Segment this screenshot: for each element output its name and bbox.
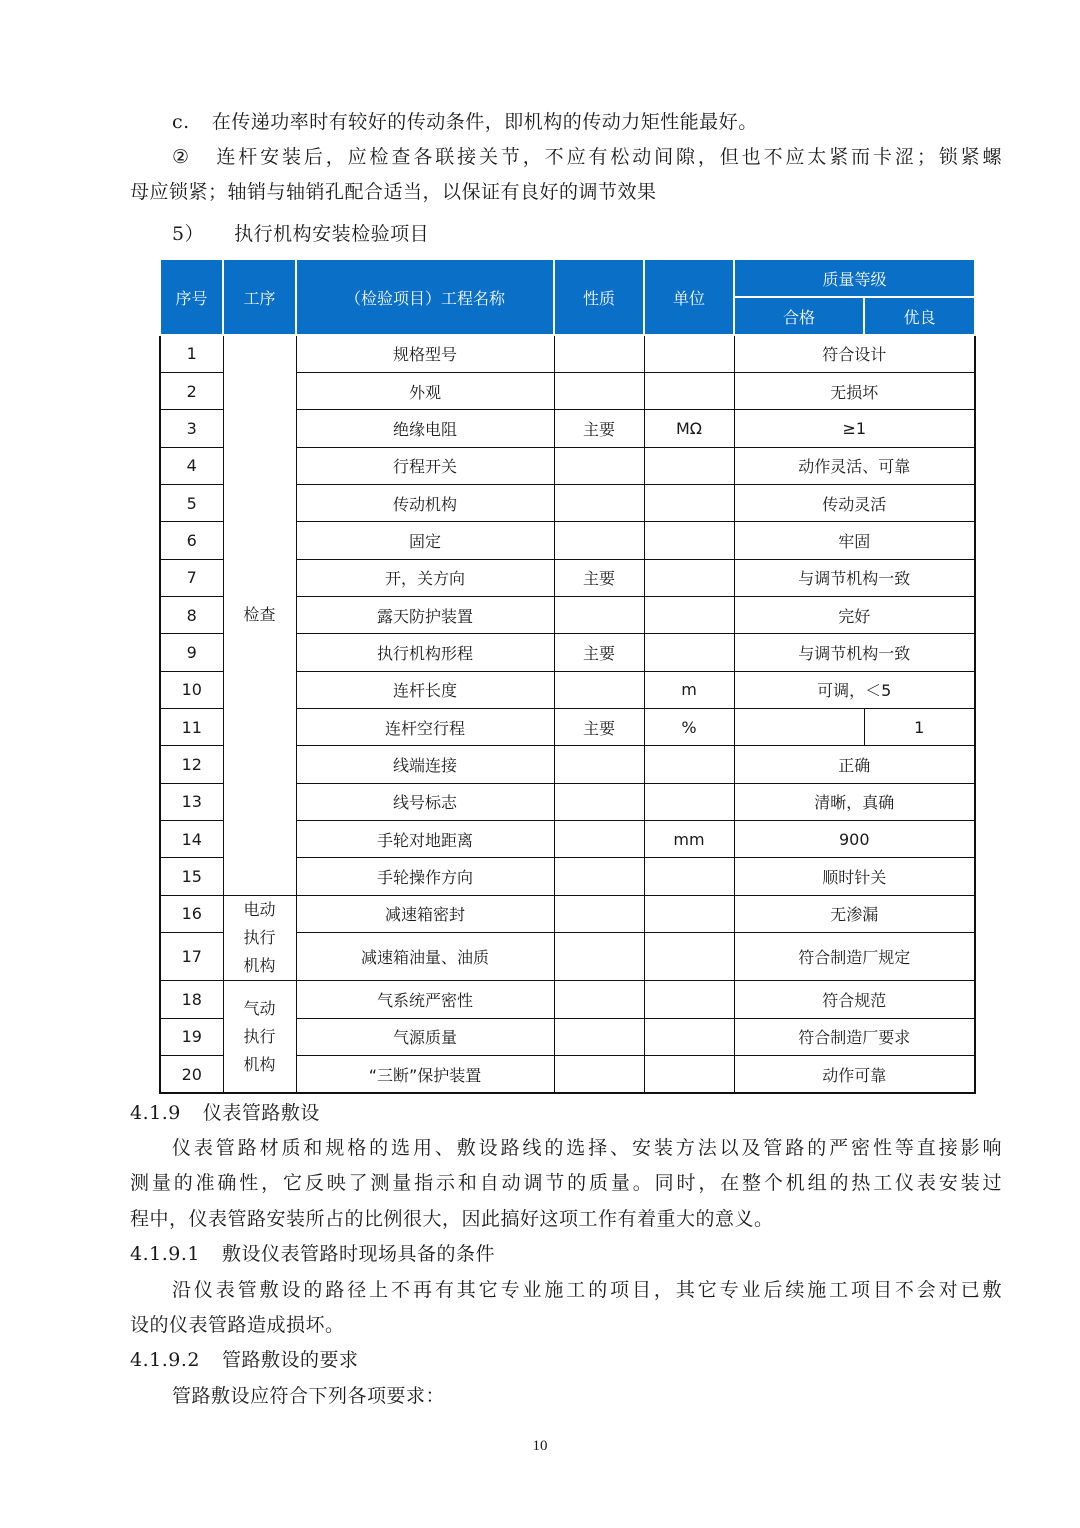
cell-unit bbox=[644, 746, 734, 783]
cell-nature bbox=[554, 858, 644, 895]
cell-seq: 8 bbox=[160, 596, 223, 633]
cell-name: 固定 bbox=[296, 522, 554, 559]
cell-seq: 3 bbox=[160, 410, 223, 447]
cell-quality: 与调节机构一致 bbox=[734, 559, 975, 596]
cell-name: 执行机构形程 bbox=[296, 634, 554, 671]
item-c-label: c. bbox=[172, 111, 190, 133]
cell-quality: 无渗漏 bbox=[734, 895, 975, 932]
item-5-heading bbox=[172, 221, 429, 247]
cell-name: 露天防护装置 bbox=[296, 596, 554, 633]
cell-seq: 12 bbox=[160, 746, 223, 783]
table-header bbox=[160, 259, 975, 335]
note-2-text-line-1: 连杆安装后，应检查各联接关节，不应有松动间隙，但也不应太紧而卡涩；锁紧螺 bbox=[213, 146, 1002, 168]
cell-nature bbox=[554, 783, 644, 820]
cell-seq: 13 bbox=[160, 783, 223, 820]
cell-nature bbox=[554, 746, 644, 783]
cell-nature bbox=[554, 447, 644, 484]
cell-nature: 主要 bbox=[554, 634, 644, 671]
cell-quality: 牢固 bbox=[734, 522, 975, 559]
cell-seq: 2 bbox=[160, 372, 223, 409]
cell-quality: 可调，＜5 bbox=[734, 671, 975, 708]
cell-quality: 符合规范 bbox=[734, 981, 975, 1018]
cell-nature: 主要 bbox=[554, 410, 644, 447]
cell-excellent: 1 bbox=[864, 708, 975, 745]
cell-name: 气源质量 bbox=[296, 1018, 554, 1055]
note-2-line-1 bbox=[172, 144, 1002, 170]
cell-name: 开，关方向 bbox=[296, 559, 554, 596]
cell-name: 外观 bbox=[296, 372, 554, 409]
section-419-heading bbox=[130, 1100, 320, 1126]
cell-seq: 9 bbox=[160, 634, 223, 671]
item-5-label: 5） bbox=[172, 223, 205, 245]
cell-name: 连杆长度 bbox=[296, 671, 554, 708]
cell-nature bbox=[554, 1018, 644, 1055]
cell-unit bbox=[644, 858, 734, 895]
cell-unit bbox=[644, 447, 734, 484]
cell-nature bbox=[554, 1056, 644, 1093]
cell-quality: 顺时针关 bbox=[734, 858, 975, 895]
note-2-line-2: 母应锁紧；轴销与轴销孔配合适当，以保证有良好的调节效果 bbox=[130, 181, 657, 203]
cell-seq: 16 bbox=[160, 895, 223, 932]
cell-qualified bbox=[734, 708, 864, 745]
cell-name: 减速箱密封 bbox=[296, 895, 554, 932]
cell-seq: 5 bbox=[160, 484, 223, 521]
cell-seq: 7 bbox=[160, 559, 223, 596]
cell-unit bbox=[644, 484, 734, 521]
cell-name: 线端连接 bbox=[296, 746, 554, 783]
cell-name: 绝缘电阻 bbox=[296, 410, 554, 447]
header-nature: 性质 bbox=[554, 259, 644, 335]
table-row bbox=[160, 895, 975, 932]
header-quality: 质量等级 bbox=[734, 259, 975, 297]
cell-quality: 900 bbox=[734, 820, 975, 857]
cell-unit bbox=[644, 783, 734, 820]
cell-seq: 6 bbox=[160, 522, 223, 559]
inspection-table bbox=[159, 258, 976, 1094]
cell-seq: 4 bbox=[160, 447, 223, 484]
cell-process: 气动 执行 机构 bbox=[223, 981, 296, 1093]
cell-unit bbox=[644, 895, 734, 932]
cell-nature: 主要 bbox=[554, 559, 644, 596]
table-row bbox=[160, 981, 975, 1018]
cell-quality: 符合制造厂要求 bbox=[734, 1018, 975, 1055]
cell-nature bbox=[554, 522, 644, 559]
header-excellent: 优良 bbox=[864, 297, 975, 335]
table-row bbox=[160, 335, 975, 372]
section-4191-para-line-2: 设的仪表管路造成损坏。 bbox=[130, 1314, 345, 1336]
section-4192-title: 管路敷设的要求 bbox=[221, 1349, 359, 1371]
cell-quality: 清晰，真确 bbox=[734, 783, 975, 820]
cell-unit bbox=[644, 1056, 734, 1093]
cell-nature bbox=[554, 596, 644, 633]
cell-nature bbox=[554, 372, 644, 409]
cell-quality: 正确 bbox=[734, 746, 975, 783]
cell-process: 检查 bbox=[223, 335, 296, 895]
cell-name: 线号标志 bbox=[296, 783, 554, 820]
cell-seq: 17 bbox=[160, 933, 223, 981]
cell-seq: 20 bbox=[160, 1056, 223, 1093]
section-4191-para-line-1: 沿仪表管敷设的路径上不再有其它专业施工的项目，其它专业后续施工项目不会对已敷 bbox=[172, 1279, 1002, 1301]
cell-seq: 1 bbox=[160, 335, 223, 372]
cell-quality: 与调节机构一致 bbox=[734, 634, 975, 671]
cell-name: 气系统严密性 bbox=[296, 981, 554, 1018]
cell-name: “三断”保护装置 bbox=[296, 1056, 554, 1093]
cell-quality: 符合设计 bbox=[734, 335, 975, 372]
cell-seq: 14 bbox=[160, 820, 223, 857]
cell-quality: 无损坏 bbox=[734, 372, 975, 409]
page-number: 10 bbox=[532, 1438, 548, 1454]
cell-unit bbox=[644, 634, 734, 671]
cell-quality: 动作灵活、可靠 bbox=[734, 447, 975, 484]
note-2-label: ② bbox=[172, 146, 192, 168]
cell-quality: ≥1 bbox=[734, 410, 975, 447]
item-c bbox=[172, 109, 758, 135]
section-419-para-line-3: 程中，仪表管路安装所占的比例很大，因此搞好这项工作有着重大的意义。 bbox=[130, 1208, 774, 1230]
cell-seq: 10 bbox=[160, 671, 223, 708]
section-419-para-line-2: 测量的准确性，它反映了测量指示和自动调节的质量。同时，在整个机组的热工仪表安装过 bbox=[130, 1172, 1002, 1194]
cell-nature bbox=[554, 484, 644, 521]
cell-quality: 动作可靠 bbox=[734, 1056, 975, 1093]
section-4192-number: 4.1.9.2 bbox=[130, 1349, 200, 1371]
cell-seq: 19 bbox=[160, 1018, 223, 1055]
header-qualified: 合格 bbox=[734, 297, 864, 335]
section-419-title: 仪表管路敷设 bbox=[202, 1102, 320, 1124]
cell-unit bbox=[644, 522, 734, 559]
cell-seq: 18 bbox=[160, 981, 223, 1018]
cell-unit bbox=[644, 559, 734, 596]
cell-unit bbox=[644, 981, 734, 1018]
cell-name: 连杆空行程 bbox=[296, 708, 554, 745]
cell-name: 手轮操作方向 bbox=[296, 858, 554, 895]
section-419-para-line-1: 仪表管路材质和规格的选用、敷设路线的选择、安装方法以及管路的严密性等直接影响 bbox=[172, 1137, 1002, 1159]
cell-name: 行程开关 bbox=[296, 447, 554, 484]
cell-unit: mm bbox=[644, 820, 734, 857]
section-419-number: 4.1.9 bbox=[130, 1102, 181, 1124]
item-c-text: 在传递功率时有较好的传动条件，即机构的传动力矩性能最好。 bbox=[211, 111, 758, 133]
cell-nature bbox=[554, 895, 644, 932]
section-4191-number: 4.1.9.1 bbox=[130, 1243, 200, 1265]
item-5-title: 执行机构安装检验项目 bbox=[234, 223, 430, 245]
section-4192-para-line-1: 管路敷设应符合下列各项要求： bbox=[172, 1385, 446, 1407]
cell-seq: 15 bbox=[160, 858, 223, 895]
cell-quality: 符合制造厂规定 bbox=[734, 933, 975, 981]
section-4191-heading bbox=[130, 1241, 495, 1267]
cell-unit bbox=[644, 372, 734, 409]
header-name: （检验项目）工程名称 bbox=[296, 259, 554, 335]
cell-quality: 完好 bbox=[734, 596, 975, 633]
cell-unit: MΩ bbox=[644, 410, 734, 447]
section-4192-heading bbox=[130, 1347, 359, 1373]
cell-nature: 主要 bbox=[554, 708, 644, 745]
cell-unit bbox=[644, 596, 734, 633]
cell-seq: 11 bbox=[160, 708, 223, 745]
cell-process: 电动 执行 机构 bbox=[223, 895, 296, 981]
cell-nature bbox=[554, 981, 644, 1018]
cell-quality: 传动灵活 bbox=[734, 484, 975, 521]
cell-unit bbox=[644, 1018, 734, 1055]
cell-name: 减速箱油量、油质 bbox=[296, 933, 554, 981]
header-process: 工序 bbox=[223, 259, 296, 335]
cell-nature bbox=[554, 820, 644, 857]
section-4191-title: 敷设仪表管路时现场具备的条件 bbox=[221, 1243, 495, 1265]
cell-nature bbox=[554, 671, 644, 708]
cell-name: 规格型号 bbox=[296, 335, 554, 372]
cell-unit: % bbox=[644, 708, 734, 745]
cell-name: 传动机构 bbox=[296, 484, 554, 521]
table-body bbox=[160, 335, 975, 1093]
cell-unit: m bbox=[644, 671, 734, 708]
cell-name: 手轮对地距离 bbox=[296, 820, 554, 857]
cell-nature bbox=[554, 335, 644, 372]
header-seq: 序号 bbox=[160, 259, 223, 335]
cell-unit bbox=[644, 933, 734, 981]
cell-nature bbox=[554, 933, 644, 981]
cell-unit bbox=[644, 335, 734, 372]
header-unit: 单位 bbox=[644, 259, 734, 335]
